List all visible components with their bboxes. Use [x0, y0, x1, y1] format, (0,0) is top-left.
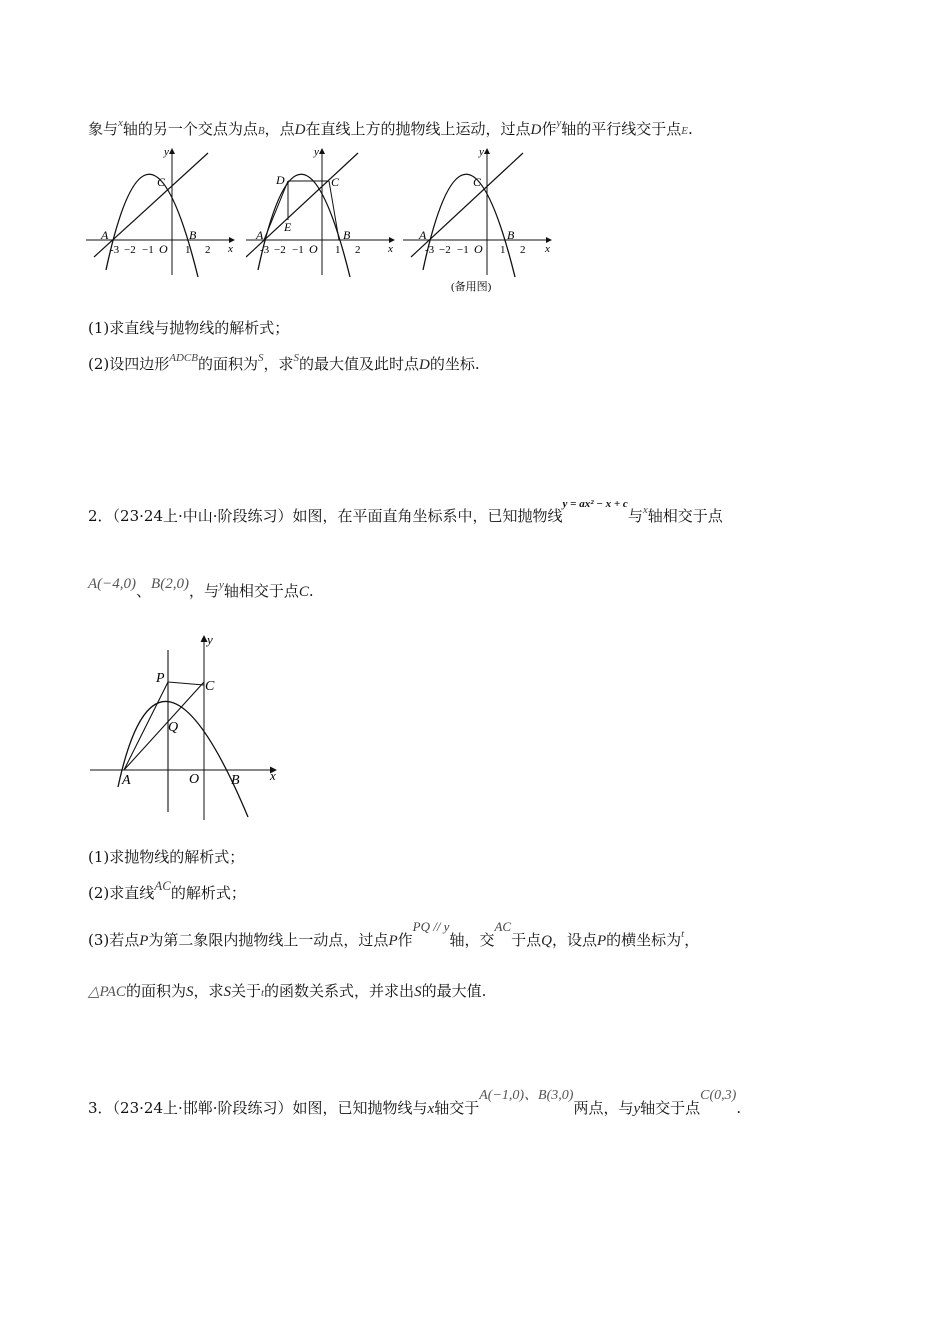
math-E: E [681, 125, 689, 137]
math-triangle-PAC: △PAC [88, 984, 126, 1000]
problem-source: （23·24上·邯郸·阶段练习） [112, 1099, 293, 1117]
problem-source: （23·24上·中山·阶段练习） [112, 507, 293, 525]
text: 象与 [88, 120, 119, 138]
label-y: y [164, 146, 169, 158]
text: 的面积为 [125, 982, 186, 1000]
tick-label: −1 [142, 244, 154, 256]
label-C: C [205, 679, 215, 694]
text: 的最大值及此时点 [299, 355, 420, 373]
text: ，求 [193, 982, 224, 1000]
math-x: x [642, 504, 648, 516]
text: ，与 [188, 582, 219, 600]
text: . [736, 1099, 742, 1117]
p2-question-3b [88, 980, 486, 1004]
text: 如图，已知抛物线与 [292, 1099, 428, 1117]
math-y: y [556, 117, 562, 129]
math-parabola-formula: y = ax² − x + c [562, 498, 628, 510]
p2-figure [88, 632, 288, 822]
math-point-A: A(−4,0) [88, 576, 137, 592]
label-O: O [159, 242, 168, 256]
tick-label: 1 [185, 244, 191, 256]
math-P: P [388, 933, 398, 949]
text: 轴相交于点 [223, 582, 299, 600]
parabola [118, 701, 248, 817]
text: 在直线上方的抛物线上运动，过点 [305, 120, 531, 138]
p2-header [88, 498, 723, 529]
label-x: x [270, 768, 276, 783]
text: 、 [136, 582, 152, 600]
text: ，求 [263, 355, 294, 373]
label-B: B [507, 228, 515, 242]
tick-label: −2 [274, 244, 286, 256]
math-ADCB: ADCB [169, 352, 198, 364]
p2-line-2 [88, 576, 314, 604]
text: 两点，与 [573, 1099, 634, 1117]
text: 于点 [511, 931, 542, 949]
tick-label: 2 [205, 244, 211, 256]
label-y: y [314, 146, 319, 158]
segment-PC [168, 682, 204, 685]
label-B: B [343, 228, 351, 242]
math-D: D [294, 122, 306, 138]
tick-label: -3 [260, 244, 270, 256]
text: (2)设四边形 [88, 355, 170, 373]
text: 的最大值. [421, 982, 487, 1000]
tick-label: 2 [520, 244, 526, 256]
label-C: C [157, 175, 166, 189]
label-A: A [419, 228, 427, 242]
text: 轴相交于点 [647, 507, 723, 525]
tick-label: 1 [500, 244, 506, 256]
p1-question-1: (1)求直线与抛物线的解析式； [88, 319, 290, 337]
problem-number: 2． [88, 507, 113, 525]
label-C: C [331, 175, 340, 189]
label-x: x [228, 243, 233, 255]
text: 的横坐标为 [606, 931, 682, 949]
math-C: C [298, 584, 309, 600]
parabola [423, 174, 515, 277]
tick-label: 2 [355, 244, 361, 256]
text: 轴，交 [449, 931, 495, 949]
math-t: t [681, 928, 685, 940]
label-P: P [156, 671, 165, 686]
label-E: E [284, 220, 292, 234]
text: 轴的另一个交点为点 [122, 120, 258, 138]
label-O: O [474, 242, 483, 256]
label-A: A [101, 228, 109, 242]
math-y: y [218, 579, 224, 591]
p1-intro-line [88, 118, 693, 142]
text: (3)若点 [88, 931, 140, 949]
figure-caption: (备用图) [451, 281, 492, 293]
text: 如图，在平面直角坐标系中，已知抛物线 [292, 507, 563, 525]
parabola [106, 174, 198, 277]
text: 的函数关系式，并求出 [264, 982, 415, 1000]
text: 的解析式； [170, 884, 246, 902]
math-point-C: C(0,3) [700, 1088, 737, 1103]
p1-figure-2 [246, 145, 406, 280]
text: . [688, 120, 693, 138]
math-point-B: B(2,0) [151, 576, 189, 592]
text: ， [684, 931, 700, 949]
math-P: P [596, 933, 607, 949]
label-y: y [207, 632, 213, 647]
segment-AP [124, 682, 168, 770]
label-C: C [473, 175, 482, 189]
tick-label: −2 [439, 244, 451, 256]
text: 的坐标. [429, 355, 480, 373]
math-t: t [260, 987, 265, 999]
text: 轴的平行线交于点 [561, 120, 682, 138]
math-Q: Q [541, 933, 552, 949]
math-AC: AC [494, 919, 512, 934]
math-S: S [258, 352, 264, 364]
label-A: A [122, 773, 131, 788]
label-B: B [231, 773, 240, 788]
math-P: P [139, 933, 149, 949]
math-PQ-parallel-y: PQ // y [412, 919, 450, 934]
math-B: B [257, 125, 265, 137]
p1-question-2 [88, 353, 480, 377]
text: 作 [541, 120, 557, 138]
math-D: D [530, 122, 542, 138]
text: 轴交于点 [640, 1099, 701, 1117]
text: . [308, 582, 314, 600]
label-y: y [479, 146, 484, 158]
tick-label: −2 [124, 244, 136, 256]
p2-question-2 [88, 878, 246, 905]
label-x: x [545, 243, 550, 255]
math-S: S [223, 984, 231, 1000]
p2-question-1: (1)求抛物线的解析式； [88, 848, 245, 866]
math-x: x [118, 117, 123, 129]
math-y: y [633, 1101, 641, 1117]
problem-number: 3． [88, 1099, 113, 1117]
text: ，点 [264, 120, 295, 138]
p2-question-3 [88, 919, 700, 953]
label-D: D [276, 173, 285, 187]
label-Q: Q [168, 720, 179, 735]
text: 为第二象限内抛物线上一动点，过点 [148, 931, 389, 949]
label-A: A [256, 228, 264, 242]
text: 关于 [230, 982, 261, 1000]
label-B: B [189, 228, 197, 242]
text: 的面积为 [197, 355, 258, 373]
p3-header [88, 1088, 742, 1121]
segment-CB [329, 181, 339, 240]
math-S: S [185, 984, 194, 1000]
segment-AC [124, 682, 204, 770]
math-D: D [419, 357, 430, 373]
math-x: x [427, 1101, 435, 1117]
p1-figure-3 [403, 145, 563, 300]
tick-label: 1 [335, 244, 341, 256]
math-S: S [414, 984, 422, 1000]
text: 轴交于 [434, 1099, 480, 1117]
tick-label: −1 [292, 244, 304, 256]
math-AC: AC [154, 878, 171, 893]
math-S: S [293, 352, 300, 364]
text: 与 [627, 507, 643, 525]
text: (2)求直线 [88, 884, 155, 902]
text: 作 [397, 931, 413, 949]
label-x: x [388, 243, 393, 255]
math-points-AB: A(−1,0)、B(3,0) [479, 1088, 574, 1103]
label-O: O [309, 242, 318, 256]
p1-figure-1 [86, 145, 246, 280]
tick-label: -3 [110, 244, 120, 256]
tick-label: −1 [457, 244, 469, 256]
text: ，设点 [551, 931, 597, 949]
tick-label: -3 [425, 244, 435, 256]
label-O: O [189, 772, 200, 787]
